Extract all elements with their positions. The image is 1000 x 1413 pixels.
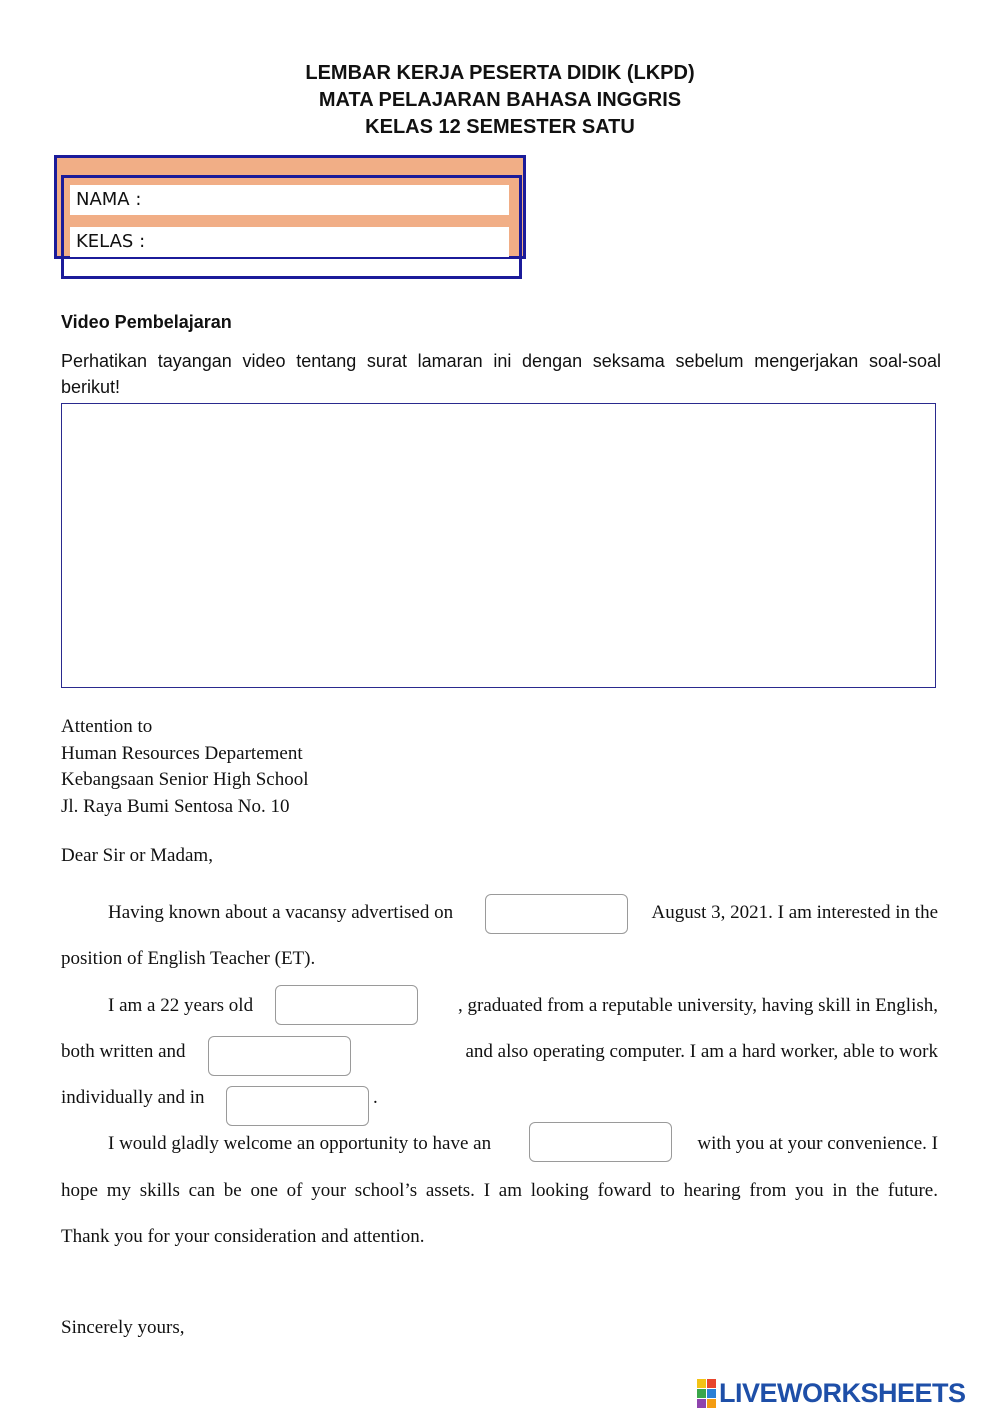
class-label: KELAS : — [76, 231, 146, 252]
p3-text-b: with you at your convenience. I — [697, 1133, 938, 1154]
name-field[interactable] — [70, 185, 509, 215]
p3-text-d: Thank you for your consideration and attention. — [61, 1226, 425, 1247]
liveworksheets-wordmark: LIVEWORKSHEETS — [719, 1377, 966, 1408]
blank-4-input[interactable] — [226, 1086, 369, 1126]
logo-square-3 — [697, 1389, 706, 1398]
p2-text-b: , graduated from a reputable university, having skill in English, — [458, 995, 938, 1016]
logo-square-2 — [707, 1379, 716, 1388]
p2-text-c: both written and — [61, 1041, 186, 1062]
address-line-4: Jl. Raya Bumi Sentosa No. 10 — [61, 795, 290, 817]
p2-text-d: and also operating computer. I am a hard worker, able to work — [465, 1041, 938, 1062]
p3-text-a: I would gladly welcome an opportunity to have an — [108, 1133, 492, 1154]
liveworksheets-logo-icon — [697, 1379, 716, 1408]
p1-text-b: August 3, 2021. I am interested in the — [651, 902, 938, 923]
video-instruction: Perhatikan tayangan video tentang surat lamaran ini dengan seksama sebelum mengerjakan soal-soal berikut! — [61, 351, 941, 397]
logo-square-1 — [697, 1379, 706, 1388]
class-field[interactable] — [70, 227, 509, 257]
blank-1-input[interactable] — [485, 894, 628, 934]
logo-square-4 — [707, 1389, 716, 1398]
blank-3-input[interactable] — [208, 1036, 351, 1076]
logo-square-5 — [697, 1399, 706, 1408]
title-line-1: LEMBAR KERJA PESERTA DIDIK (LKPD) — [305, 62, 695, 84]
blank-5-input[interactable] — [529, 1122, 672, 1162]
blank-2-input[interactable] — [275, 985, 418, 1025]
p2-text-a: I am a 22 years old — [108, 995, 254, 1016]
video-player[interactable] — [61, 403, 936, 688]
p3-text-c: hope my skills can be one of your school’s assets. I am looking foward to hearing from you in the future. — [61, 1180, 938, 1201]
address-line-3: Kebangsaan Senior High School — [61, 769, 309, 790]
title-line-2: MATA PELAJARAN BAHASA INGGRIS — [318, 89, 682, 111]
logo-square-6 — [707, 1399, 716, 1408]
name-label: NAMA : — [76, 189, 142, 210]
letter-closing: Sincerely yours, — [61, 1317, 185, 1338]
letter-greeting: Dear Sir or Madam, — [61, 845, 213, 866]
address-line-2: Human Resources Departement — [61, 742, 303, 764]
p1-text-a: Having known about a vacansy advertised on — [108, 902, 454, 923]
address-line-1: Attention to — [61, 716, 153, 737]
title-line-3: KELAS 12 SEMESTER SATU — [365, 116, 635, 138]
p1-text-c: position of English Teacher (ET). — [61, 948, 316, 969]
recipient-address — [61, 714, 308, 820]
video-section-heading: Video Pembelajaran — [61, 312, 232, 332]
p2-text-e: individually and in — [61, 1087, 205, 1108]
worksheet-title — [0, 60, 1000, 141]
liveworksheets-brand — [697, 1378, 966, 1408]
p2-text-f: . — [373, 1087, 378, 1108]
